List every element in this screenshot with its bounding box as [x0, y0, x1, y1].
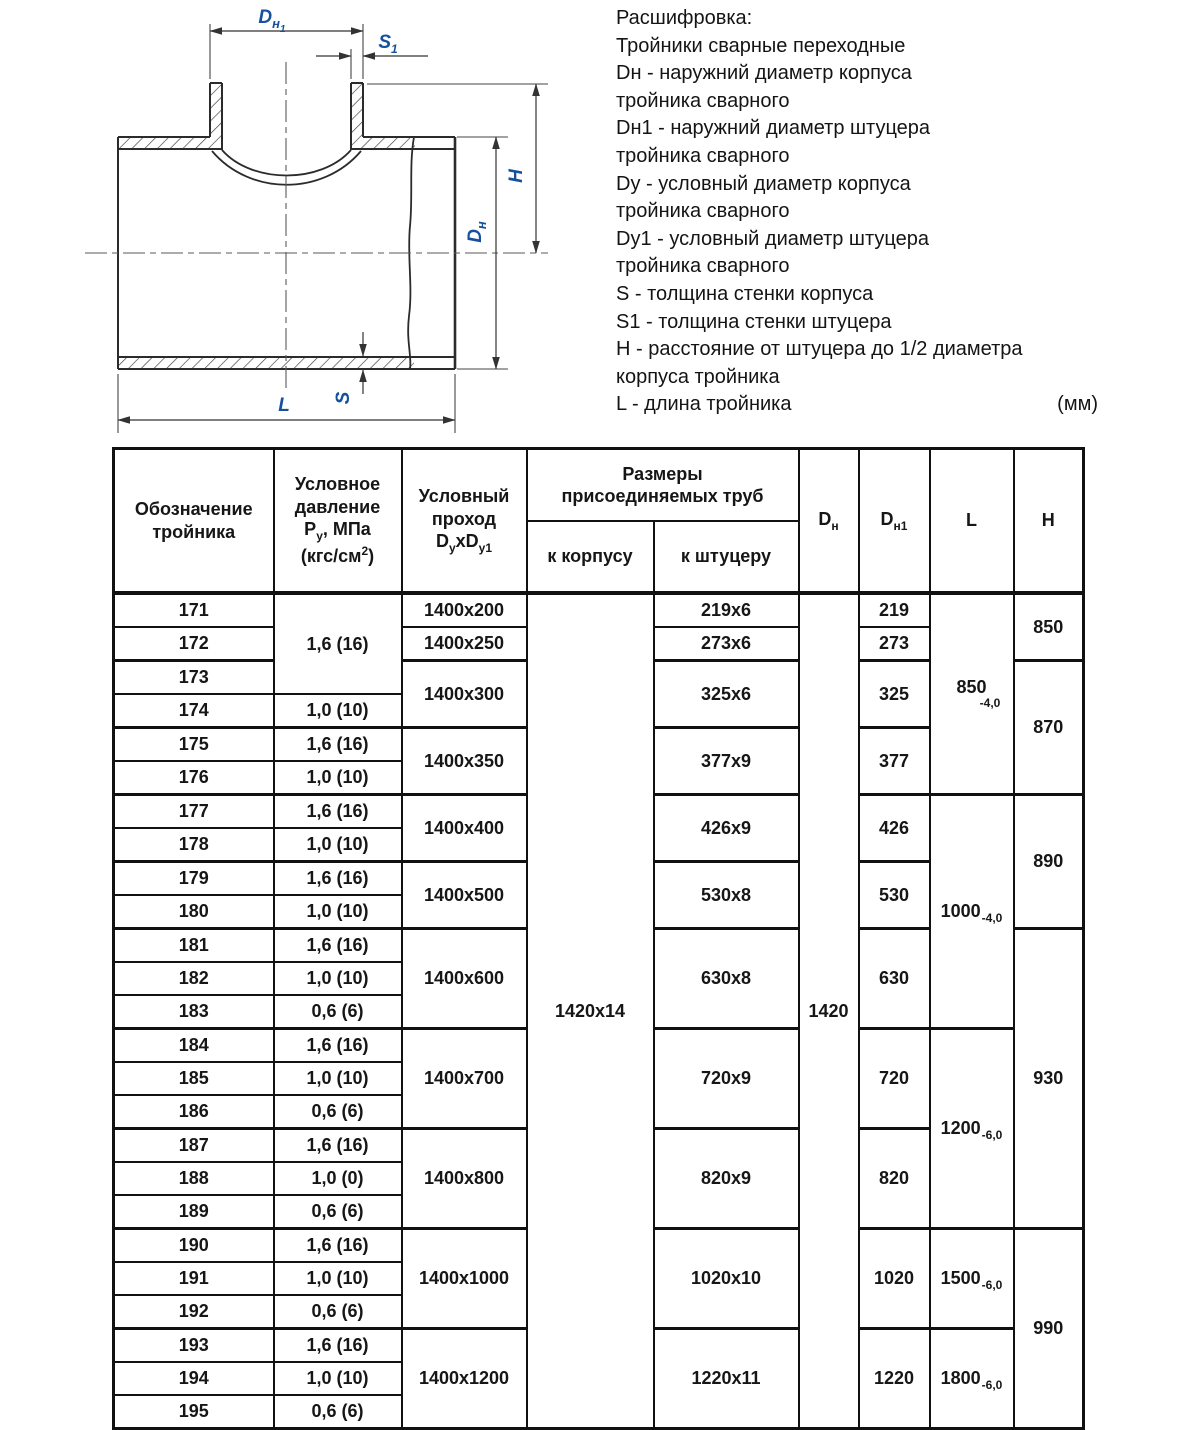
- col-header-h: H: [1014, 449, 1084, 594]
- table-cell: 426: [859, 795, 930, 862]
- table-cell: 193: [114, 1329, 274, 1363]
- table-cell: 1,6 (16): [274, 795, 402, 829]
- table-cell: 273: [859, 627, 930, 661]
- table-cell: 1,6 (16): [274, 862, 402, 896]
- table-cell: 188: [114, 1162, 274, 1195]
- table-cell: 325: [859, 661, 930, 728]
- col-header-l: L: [930, 449, 1014, 594]
- table-cell: 820x9: [654, 1129, 799, 1229]
- table-cell: 1,0 (10): [274, 1362, 402, 1395]
- table-cell: 1400x800: [402, 1129, 527, 1229]
- legend-line: S - толщина стенки корпуса: [616, 282, 874, 305]
- dim-label-h: H: [506, 169, 527, 183]
- table-cell: 1,0 (10): [274, 895, 402, 929]
- table-cell: 530x8: [654, 862, 799, 929]
- table-cell: 0,6 (6): [274, 1095, 402, 1129]
- legend-units-note: (мм): [1057, 393, 1098, 416]
- table-cell: 990: [1014, 1229, 1084, 1429]
- table-cell: 171: [114, 593, 274, 627]
- col-header-dn1: $D_{н1}$: [859, 449, 930, 594]
- table-cell: 185: [114, 1062, 274, 1095]
- dim-label-dn: $D_н$: [465, 221, 489, 243]
- legend-line: S1 - толщина стенки штуцера: [616, 310, 892, 333]
- table-cell: 183: [114, 995, 274, 1029]
- table-cell: 890: [1014, 795, 1084, 929]
- legend: [616, 5, 1098, 419]
- table-cell: 184: [114, 1029, 274, 1063]
- table-cell: 1,6 (16): [274, 1129, 402, 1163]
- table-cell: 1400x400: [402, 795, 527, 862]
- table-cell: 1,0 (0): [274, 1162, 402, 1195]
- table-cell: 1,6 (16): [274, 728, 402, 762]
- table-cell: 190: [114, 1229, 274, 1263]
- legend-line: Dн - наружний диаметр корпуса: [616, 62, 912, 85]
- table-cell: 178: [114, 828, 274, 862]
- table-cell: 630x8: [654, 929, 799, 1029]
- table-cell: $1800_{-6,0}$: [930, 1329, 1014, 1429]
- table-cell: 189: [114, 1195, 274, 1229]
- table-cell: 0,6 (6): [274, 1195, 402, 1229]
- table-cell: 1,0 (10): [274, 761, 402, 795]
- table-cell: 173: [114, 661, 274, 695]
- col-header-to-branch: к штуцеру: [654, 521, 799, 593]
- legend-last-line: [616, 391, 1098, 419]
- tee-drawing: [0, 0, 600, 445]
- col-header-pipe-sizes: Размеры присоединяемых труб: [527, 449, 799, 522]
- table-cell: 1,6 (16): [274, 1329, 402, 1363]
- table-cell: 182: [114, 962, 274, 995]
- table-cell: 192: [114, 1295, 274, 1329]
- table-cell: 1020x10: [654, 1229, 799, 1329]
- table-cell: 820: [859, 1129, 930, 1229]
- table-cell: 377: [859, 728, 930, 795]
- table-cell: 191: [114, 1262, 274, 1295]
- table-cell: 850: [1014, 593, 1084, 661]
- col-header-designation: Обозначение тройника: [114, 449, 274, 594]
- col-header-dn: $D_н$: [799, 449, 859, 594]
- col-header-pressure: Условное давление $P_у$, МПа $(кгс/см^2)$: [274, 449, 402, 594]
- table-cell: 176: [114, 761, 274, 795]
- legend-line: корпуса тройника: [616, 365, 780, 388]
- table-cell: 1020: [859, 1229, 930, 1329]
- table-cell: 180: [114, 895, 274, 929]
- dim-label-dn1: $D_{н1}$: [258, 7, 286, 35]
- table-cell: 219: [859, 593, 930, 627]
- table-cell: 1,6 (16): [274, 929, 402, 963]
- table-cell: 1420x14: [527, 593, 654, 1429]
- table-cell: 179: [114, 862, 274, 896]
- legend-line: тройника сварного: [616, 255, 790, 278]
- legend-l-definition: L - длина тройника: [616, 393, 792, 416]
- table-cell: 186: [114, 1095, 274, 1129]
- table-cell: 0,6 (6): [274, 1395, 402, 1429]
- tee-spec-table: [112, 447, 1085, 1430]
- table-cell: 630: [859, 929, 930, 1029]
- table-cell: 1220: [859, 1329, 930, 1429]
- table-cell: 0,6 (6): [274, 1295, 402, 1329]
- table-cell: 219x6: [654, 593, 799, 627]
- table-cell: 1,0 (10): [274, 694, 402, 728]
- table-cell: 720: [859, 1029, 930, 1129]
- dim-label-s1: $S_1$: [378, 32, 398, 56]
- table-cell: 1400x700: [402, 1029, 527, 1129]
- table-cell: 1400x500: [402, 862, 527, 929]
- table-cell: 194: [114, 1362, 274, 1395]
- dim-label-l: L: [278, 395, 290, 416]
- dim-label-s: S: [333, 391, 354, 405]
- table-cell: 1400x600: [402, 929, 527, 1029]
- table-cell: 426x9: [654, 795, 799, 862]
- table-cell: 1420: [799, 593, 859, 1429]
- table-cell: 720x9: [654, 1029, 799, 1129]
- pipe-walls: [118, 83, 415, 369]
- table-cell: $1500_{-6,0}$: [930, 1229, 1014, 1329]
- table-cell: 273x6: [654, 627, 799, 661]
- table-cell: 1,0 (10): [274, 1062, 402, 1095]
- table-cell: 930: [1014, 929, 1084, 1229]
- table-cell: 1400x1000: [402, 1229, 527, 1329]
- legend-line: тройника сварного: [616, 144, 790, 167]
- table-cell: 1,0 (10): [274, 1262, 402, 1295]
- table-cell: 1,6 (16): [274, 593, 402, 694]
- table-cell: 0,6 (6): [274, 995, 402, 1029]
- col-header-bore: Условный проход $D_уxD_{у1}$: [402, 449, 527, 594]
- table-cell: 177: [114, 795, 274, 829]
- legend-line: Dy - условный диаметр корпуса: [616, 172, 911, 195]
- table-cell: 172: [114, 627, 274, 661]
- table-cell: $1200_{-6,0}$: [930, 1029, 1014, 1229]
- legend-line: тройника сварного: [616, 89, 790, 112]
- table-cell: 195: [114, 1395, 274, 1429]
- spec-table-body: [114, 593, 1084, 1429]
- table-cell: 325x6: [654, 661, 799, 728]
- legend-line: Dн1 - наружний диаметр штуцера: [616, 117, 931, 140]
- table-cell: 175: [114, 728, 274, 762]
- legend-line: Тройники сварные переходные: [616, 34, 906, 57]
- table-cell: 850 -4,0: [930, 593, 1014, 795]
- table-cell: 187: [114, 1129, 274, 1163]
- table-cell: $1000_{-4,0}$: [930, 795, 1014, 1029]
- table-cell: 1,0 (10): [274, 962, 402, 995]
- legend-line: Dy1 - условный диаметр штуцера: [616, 227, 929, 250]
- col-header-to-body: к корпусу: [527, 521, 654, 593]
- table-cell: 1,6 (16): [274, 1029, 402, 1063]
- table-cell: 1,6 (16): [274, 1229, 402, 1263]
- table-cell: 1400x300: [402, 661, 527, 728]
- table-cell: 1,0 (10): [274, 828, 402, 862]
- table-cell: 1400x1200: [402, 1329, 527, 1429]
- table-cell: 181: [114, 929, 274, 963]
- table-cell: 1400x250: [402, 627, 527, 661]
- table-cell: 174: [114, 694, 274, 728]
- table-cell: 530: [859, 862, 930, 929]
- table-cell: 1400x350: [402, 728, 527, 795]
- legend-title: Расшифровка:: [616, 7, 753, 29]
- legend-line: тройника сварного: [616, 200, 790, 223]
- table-cell: 1400x200: [402, 593, 527, 627]
- table-cell: 1220x11: [654, 1329, 799, 1429]
- table-cell: 377x9: [654, 728, 799, 795]
- table-cell: 870: [1014, 661, 1084, 795]
- legend-line: H - расстояние от штуцера до 1/2 диаметра: [616, 338, 1023, 361]
